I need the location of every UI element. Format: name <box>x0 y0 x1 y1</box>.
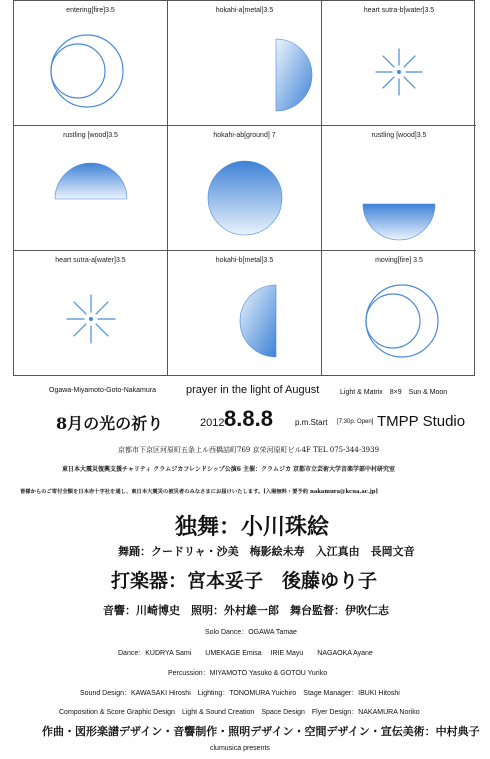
starburst-icon <box>14 251 168 376</box>
cell-caption: hokahi-ab[ground] 7 <box>213 132 276 139</box>
event-year: 2012 <box>200 417 225 429</box>
grid-cell <box>322 126 476 251</box>
english-title: prayer in the light of August <box>186 384 320 396</box>
subtitle-row <box>0 384 490 400</box>
cell-caption: heart sutra-b[water]3.5 <box>363 7 435 14</box>
cell-caption: rustling [wood]3.5 <box>371 132 427 139</box>
staff-en: Sound Design：KAWASAKI Hiroshi Lighting：TONOMURA Yuichiro Stage Manager：IBUKI Hitoshi <box>80 690 400 697</box>
subtitle-notes: Light & Matrix 8×9 Sun & Moon <box>340 389 448 396</box>
grid-cell <box>168 126 322 251</box>
presenter: clumusica presents <box>210 745 270 752</box>
design-en: Composition & Score Graphic Design Light & Sound Creation Space Design Flyer Design：NAKAMURA Noriko <box>59 709 420 716</box>
event-open: [7:30p. Open] <box>337 419 374 425</box>
staff-jp: 音響：川崎博史 照明：外村雄一郎 舞台監督：伊吹仁志 <box>103 604 389 617</box>
cell-caption: heart sutra-a[water]3.5 <box>55 257 126 264</box>
right-half-circle-icon <box>168 1 322 126</box>
double-circle-icon <box>322 251 476 376</box>
design-credit-jp: 作曲・図形楽譜デザイン・音響制作・照明デザイン・空間デザイン・宣伝美術：中村典子 <box>42 725 480 738</box>
grid-cell <box>322 1 476 126</box>
event-date: 8.8.8 <box>224 406 273 431</box>
starburst-icon <box>322 1 476 126</box>
cell-caption: hokahi-b[metal]3.5 <box>215 257 274 264</box>
donation-note: 皆様からのご寄付全額を日本赤十字社を通し、東日本大震災の被災者のみなさまにお届けいたします。[入場無料・要予約 nakamura@kcua.ac.jp] <box>20 489 378 495</box>
left-half-circle-icon <box>168 251 322 376</box>
double-circle-icon <box>14 1 168 126</box>
dance-en: Dance：KUDRYA Sami UMEKAGE Emisa IRIE Mayu NAGAOKA Ayane <box>118 650 373 657</box>
grid-cell <box>14 126 168 251</box>
solo-dancer-jp: 独舞：小川珠絵 <box>175 514 330 540</box>
cell-caption: moving[fire] 3.5 <box>375 257 423 264</box>
solo-dance-en: Solo Dance：OGAWA Tamae <box>205 629 297 636</box>
upper-half-circle-icon <box>14 126 168 251</box>
grid-cell <box>14 1 168 126</box>
grid-cell <box>322 251 476 376</box>
dancers-jp: 舞踊：クードリャ・沙美 梅影絵未寿 入江真由 長岡文音 <box>118 545 415 558</box>
authors-text: Ogawa-Miyamoto-Goto-Nakamura <box>49 387 156 394</box>
cell-caption: entering[fire]3.5 <box>66 7 115 14</box>
lower-half-circle-icon <box>322 126 476 251</box>
japanese-title: 8月の光の祈り <box>56 414 164 433</box>
venue-name: TMPP Studio <box>377 413 466 430</box>
composition-grid <box>13 0 475 376</box>
cell-caption: hokahi-a[metal]3.5 <box>215 7 274 14</box>
full-circle-icon <box>168 126 322 251</box>
percussion-en: Percussion：MIYAMOTO Yasuko & GOTOU Yuriko <box>168 670 328 677</box>
cell-caption: rustling [wood]3.5 <box>63 132 118 139</box>
event-start: p.m.Start <box>295 418 328 427</box>
grid-cell <box>14 251 168 376</box>
grid-cell <box>168 1 322 126</box>
grid-cell <box>168 251 322 376</box>
percussion-jp: 打楽器：宮本妥子 後藤ゆり子 <box>111 570 378 592</box>
venue-address: 京都市下京区河原町五条上ル西橋詰町769 京栄河原町ビル4F TEL 075-344-3939 <box>118 446 380 454</box>
sponsor-line: 東日本大震災復興支援チャリティ クラムジカフレンドシップ公演6 主催：クラムジカ 京都市立芸術大学音楽学部中村研究室 <box>62 466 396 473</box>
